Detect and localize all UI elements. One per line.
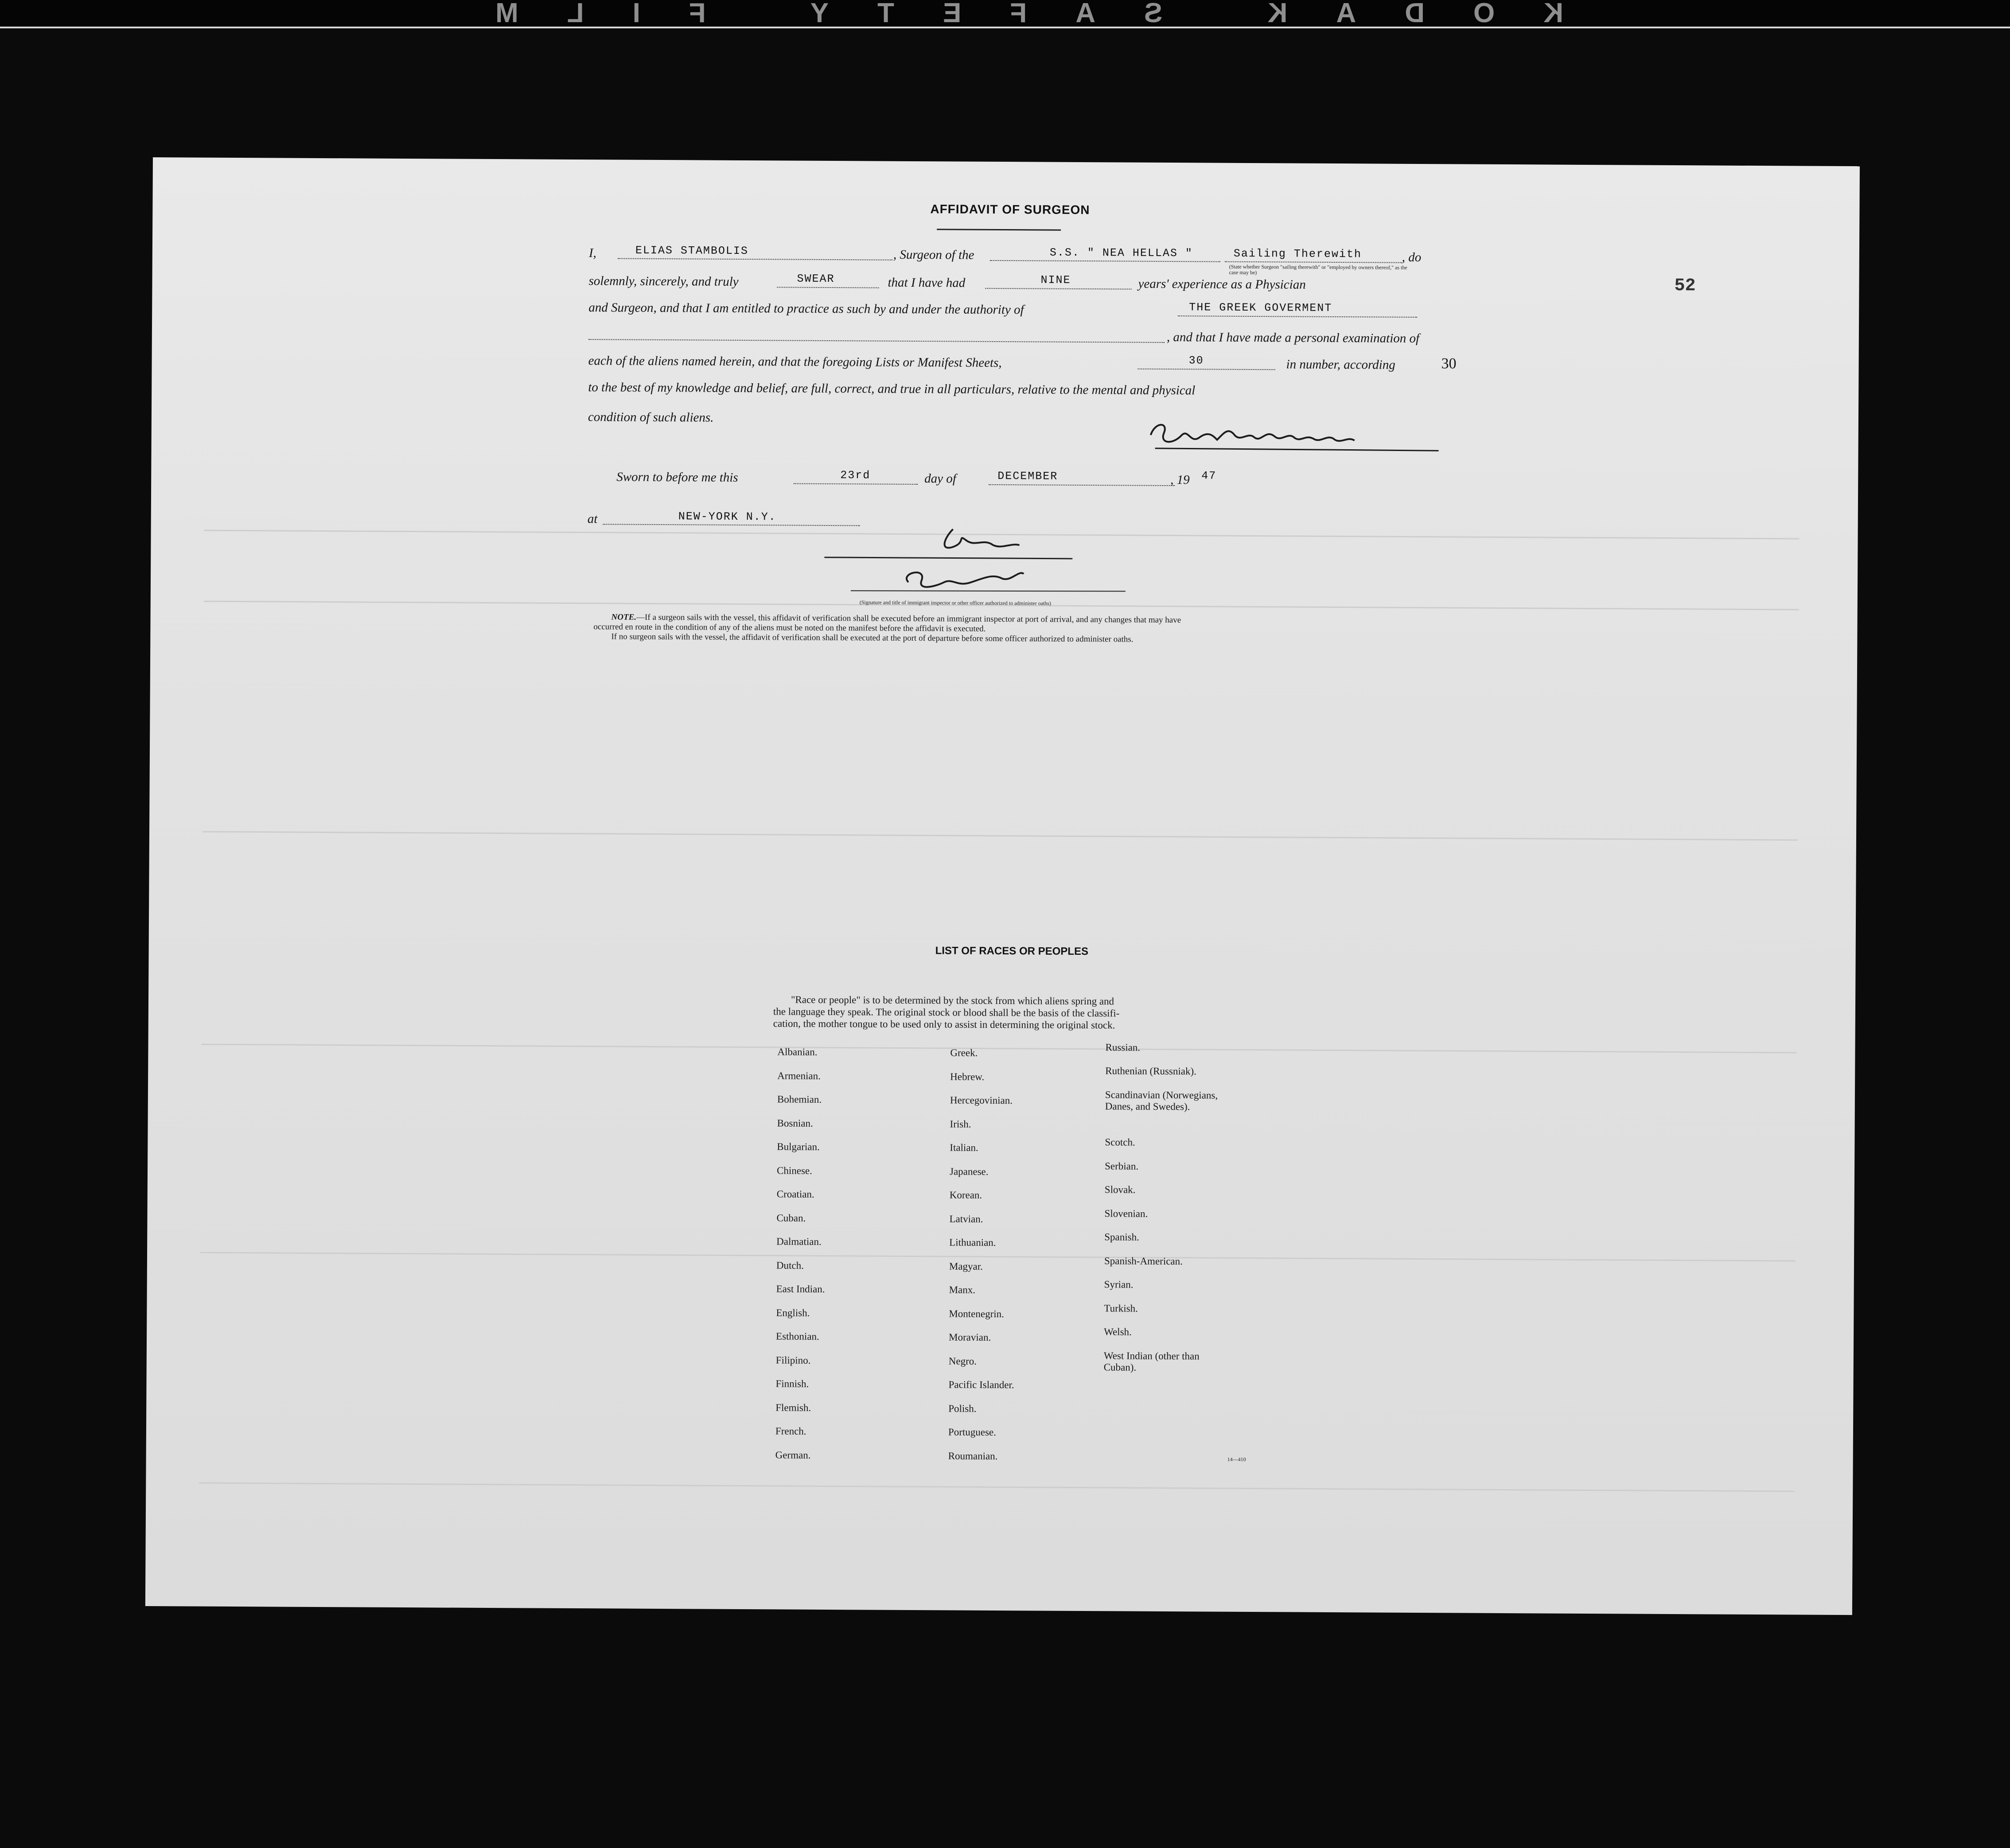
race-item: Italian. bbox=[950, 1142, 978, 1153]
race-item: Scotch. bbox=[1105, 1136, 1135, 1148]
race-item: Syrian. bbox=[1104, 1279, 1134, 1290]
title-underline bbox=[937, 229, 1061, 230]
sworn-year-field: 47 bbox=[1201, 469, 1217, 482]
dotted-rule bbox=[985, 288, 1131, 290]
note-label: NOTE. bbox=[611, 612, 637, 622]
officer-caption: (Signature and title of immigrant inspector or other officer authorized to administer oaths) bbox=[859, 599, 1052, 607]
line3-prefix: and Surgeon, and that I am entitled to practice as such by and under the authority of bbox=[588, 300, 1024, 317]
race-item: Dalmatian. bbox=[776, 1236, 822, 1247]
sworn-prefix: Sworn to before me this bbox=[616, 470, 738, 485]
form-code: 14—410 bbox=[1227, 1456, 1246, 1463]
document-page bbox=[145, 157, 1860, 1615]
race-item: Russian. bbox=[1105, 1042, 1141, 1053]
race-item: Polish. bbox=[948, 1402, 977, 1414]
race-item: Pacific Islander. bbox=[948, 1379, 1014, 1391]
line1-suffix: , do bbox=[1402, 250, 1422, 265]
races-intro-line-2: the language they speak. The original stock or blood shall be the basis of the classifi- bbox=[773, 1006, 1120, 1019]
race-item: Cuban). bbox=[1103, 1362, 1137, 1373]
race-item: East Indian. bbox=[776, 1283, 825, 1295]
race-item: Welsh. bbox=[1104, 1326, 1132, 1338]
race-item: Filipino. bbox=[775, 1354, 811, 1366]
oath-field: SWEAR bbox=[797, 272, 835, 286]
race-item: Montenegrin. bbox=[949, 1307, 1004, 1319]
race-item: Greek. bbox=[950, 1047, 978, 1058]
capacity-note: (State whether Surgeon "sailing therewith" or "employed by owners thereof," as the case may be) bbox=[1229, 263, 1407, 276]
race-item: Japanese. bbox=[949, 1165, 989, 1177]
note-line-2: occurred en route in the condition of any of the aliens must be noted on the manifest before the affidavit is executed. bbox=[593, 622, 986, 634]
bleed-through-ruling bbox=[203, 831, 1798, 841]
dotted-rule bbox=[1138, 369, 1275, 370]
dotted-rule bbox=[1178, 315, 1417, 318]
line1-mid: , Surgeon of the bbox=[893, 247, 974, 262]
races-title: LIST OF RACES OR PEOPLES bbox=[935, 945, 1089, 958]
race-item: Chinese. bbox=[776, 1164, 812, 1176]
bleed-through-ruling bbox=[199, 1482, 1794, 1492]
race-item: Irish. bbox=[950, 1118, 971, 1130]
race-item: Danes, and Swedes). bbox=[1105, 1101, 1190, 1113]
line2-suffix: years' experience as a Physician bbox=[1138, 276, 1306, 292]
races-intro-line-1: "Race or people" is to be determined by the stock from which aliens spring and bbox=[791, 994, 1114, 1007]
race-item: Manx. bbox=[949, 1284, 976, 1296]
surgeon-name-field: ELIAS STAMBOLIS bbox=[635, 244, 749, 258]
race-item: Finnish. bbox=[775, 1378, 809, 1389]
race-item: Bulgarian. bbox=[777, 1141, 820, 1152]
race-item: Lithuanian. bbox=[949, 1237, 996, 1248]
races-intro-line-3: cation, the mother tongue to be used only to assist in determining the original stock. bbox=[773, 1018, 1115, 1031]
race-item: Negro. bbox=[948, 1355, 977, 1367]
race-item: Dutch. bbox=[776, 1259, 804, 1271]
sworn-day-field: 23rd bbox=[840, 469, 871, 482]
film-edge-text: KODAK SAFETY FILM bbox=[447, 0, 1563, 28]
at-prefix: at bbox=[587, 512, 598, 526]
margin-note: 30 bbox=[1441, 355, 1457, 372]
race-item: Latvian. bbox=[949, 1213, 983, 1225]
affidavit-line-6: to the best of my knowledge and belief, are full, correct, and true in all particulars, relative to the mental and physical bbox=[588, 380, 1196, 398]
race-item: Hebrew. bbox=[950, 1070, 985, 1082]
dotted-rule bbox=[603, 524, 860, 526]
races-column-1 bbox=[775, 1040, 826, 1467]
sheets-field: 30 bbox=[1188, 354, 1204, 367]
race-item: Portuguese. bbox=[948, 1426, 996, 1438]
surgeon-signature bbox=[1146, 417, 1448, 455]
race-item: Esthonian. bbox=[776, 1331, 819, 1342]
dotted-rule bbox=[588, 339, 1165, 343]
dotted-rule bbox=[989, 484, 1175, 486]
race-item: West Indian (other than bbox=[1103, 1350, 1200, 1362]
note-line-3: If no surgeon sails with the vessel, the affidavit of verification shall be executed at the port of departure before some officer authorized to administer oaths. bbox=[611, 632, 1134, 644]
affidavit-note bbox=[593, 612, 1590, 647]
races-column-2 bbox=[948, 1041, 1016, 1468]
race-item: Moravian. bbox=[949, 1331, 991, 1343]
years-field: NINE bbox=[1040, 273, 1071, 287]
line2-prefix: solemnly, sincerely, and truly bbox=[588, 274, 739, 289]
dotted-rule bbox=[794, 483, 918, 485]
races-intro bbox=[773, 993, 1416, 1033]
place-field: NEW-YORK N.Y. bbox=[678, 510, 776, 524]
line1-prefix: I, bbox=[588, 246, 596, 261]
race-item: Hercegovinian. bbox=[950, 1094, 1013, 1106]
note-line-1: —If a surgeon sails with the vessel, this affidavit of verification shall be executed before an immigrant inspector at port of arrival, and any changes that may have bbox=[636, 612, 1181, 625]
race-item: Magyar. bbox=[949, 1260, 983, 1272]
vessel-field: S.S. " NEA HELLAS " bbox=[1049, 246, 1193, 260]
race-item: Flemish. bbox=[775, 1401, 811, 1413]
race-item: Roumanian. bbox=[948, 1450, 998, 1462]
race-item: Slovak. bbox=[1104, 1184, 1136, 1195]
line2-mid: that I have had bbox=[888, 275, 966, 290]
race-item: Turkish. bbox=[1104, 1303, 1138, 1314]
affidavit-title: AFFIDAVIT OF SURGEON bbox=[930, 202, 1090, 217]
sworn-year-prefix: , 19 bbox=[1170, 473, 1190, 487]
sworn-mid: day of bbox=[924, 471, 956, 486]
sworn-month-field: DECEMBER bbox=[997, 469, 1058, 483]
race-item: Bohemian. bbox=[777, 1093, 822, 1105]
dotted-rule bbox=[1225, 261, 1402, 263]
line5-suffix: in number, according bbox=[1286, 357, 1395, 372]
dotted-rule bbox=[618, 258, 892, 260]
race-item: Korean. bbox=[949, 1189, 982, 1201]
race-item: Scandinavian (Norwegians, bbox=[1105, 1089, 1218, 1101]
line5-prefix: each of the aliens named herein, and that the foregoing Lists or Manifest Sheets, bbox=[588, 354, 1002, 370]
capacity-field: Sailing Therewith bbox=[1233, 247, 1362, 261]
race-item: Ruthenian (Russniak). bbox=[1105, 1065, 1196, 1077]
race-item: Spanish. bbox=[1104, 1231, 1139, 1243]
race-item: Armenian. bbox=[777, 1070, 821, 1082]
race-item: Serbian. bbox=[1105, 1160, 1139, 1172]
race-item: Albanian. bbox=[777, 1046, 818, 1058]
dotted-rule bbox=[990, 260, 1220, 262]
officer-signature bbox=[824, 520, 1135, 610]
race-item: German. bbox=[775, 1449, 811, 1461]
page-number: 52 bbox=[1674, 276, 1696, 296]
race-item: Slovenian. bbox=[1104, 1208, 1148, 1219]
line4-text: , and that I have made a personal examination of bbox=[1166, 330, 1420, 346]
race-item: Bosnian. bbox=[777, 1117, 813, 1129]
race-item: French. bbox=[775, 1425, 806, 1437]
dotted-rule bbox=[777, 287, 879, 288]
affidavit-line-7: condition of such aliens. bbox=[588, 410, 714, 425]
race-item: Croatian. bbox=[776, 1188, 814, 1200]
race-item: English. bbox=[776, 1307, 810, 1319]
race-item: Spanish-American. bbox=[1104, 1255, 1183, 1267]
film-edge bbox=[0, 0, 2010, 28]
authority-field: THE GREEK GOVERMENT bbox=[1189, 301, 1332, 315]
race-item: Cuban. bbox=[776, 1212, 806, 1224]
